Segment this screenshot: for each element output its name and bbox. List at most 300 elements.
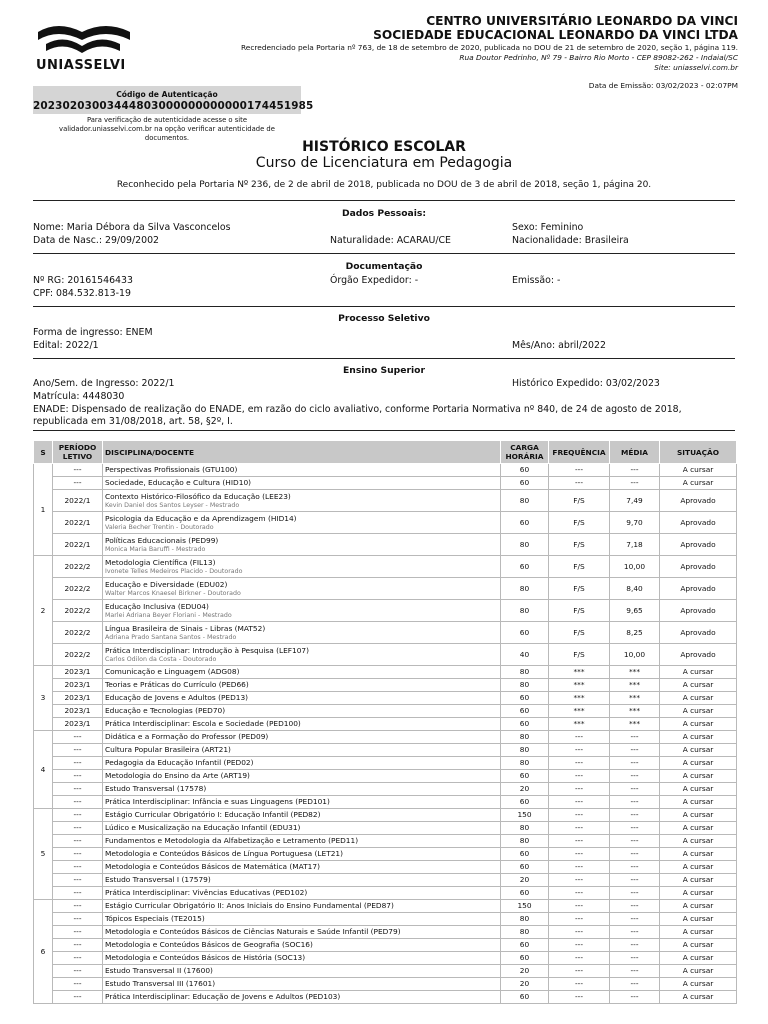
section-title-selection: Processo Seletivo	[338, 313, 430, 324]
frequency-cell: ---	[549, 796, 610, 809]
institution-header	[198, 14, 738, 73]
discipline-cell	[103, 600, 501, 622]
period-cell: 2022/2	[53, 556, 103, 578]
hours-cell: 150	[501, 900, 549, 913]
rg-emission: Emissão: -	[512, 275, 561, 286]
section-title-personal: Dados Pessoais:	[341, 208, 427, 219]
discipline-name: Cultura Popular Brasileira (ART21)	[105, 745, 231, 754]
hours-cell: 60	[501, 622, 549, 644]
grade-cell: 8,25	[610, 622, 660, 644]
period-cell: 2022/1	[53, 512, 103, 534]
period-cell: 2023/1	[53, 705, 103, 718]
discipline-name: Psicologia da Educação e da Aprendizagem (HID14)	[105, 513, 297, 523]
period-cell: ---	[53, 822, 103, 835]
grade-cell: ---	[610, 991, 660, 1004]
table-row	[34, 913, 737, 926]
status-cell: A cursar	[660, 913, 737, 926]
frequency-cell: ---	[549, 744, 610, 757]
period-cell: 2023/1	[53, 718, 103, 731]
discipline-cell	[103, 939, 501, 952]
discipline-cell	[103, 757, 501, 770]
grade-cell: ---	[610, 757, 660, 770]
grade-cell: ---	[610, 464, 660, 477]
frequency-cell: F/S	[549, 600, 610, 622]
discipline-cell	[103, 861, 501, 874]
grade-cell: ***	[610, 666, 660, 679]
frequency-cell: ---	[549, 770, 610, 783]
recognition-text: Reconhecido pela Portaria Nº 236, de 2 de abril de 2018, publicada no DOU de 3 de abril de 2018, seção 1, página 20.	[116, 180, 652, 190]
status-cell: A cursar	[660, 464, 737, 477]
discipline-cell	[103, 926, 501, 939]
course-name: Curso de Licenciatura em Pedagogia	[255, 155, 513, 171]
discipline-cell	[103, 796, 501, 809]
discipline-cell	[103, 770, 501, 783]
status-cell: A cursar	[660, 666, 737, 679]
period-cell: ---	[53, 835, 103, 848]
status-cell: Aprovado	[660, 600, 737, 622]
site-text: Site: uniasselvi.com.br	[654, 63, 738, 72]
col-header-grade: MÉDIA	[610, 441, 660, 464]
auth-code-box	[33, 86, 314, 114]
frequency-cell: F/S	[549, 512, 610, 534]
hours-cell: 80	[501, 534, 549, 556]
hours-cell: 80	[501, 679, 549, 692]
table-row	[34, 718, 737, 731]
period-cell: ---	[53, 926, 103, 939]
discipline-cell	[103, 666, 501, 679]
table-row	[34, 705, 737, 718]
status-cell: A cursar	[660, 796, 737, 809]
table-row	[34, 464, 737, 477]
period-cell: ---	[53, 978, 103, 991]
status-cell: Aprovado	[660, 622, 737, 644]
period-cell: ---	[53, 809, 103, 822]
discipline-name: Políticas Educacionais (PED99)	[105, 535, 219, 545]
hours-cell: 80	[501, 666, 549, 679]
rg-number: Nº RG: 20161546433	[33, 275, 133, 286]
discipline-cell	[103, 556, 501, 578]
table-row	[34, 809, 737, 822]
hours-cell: 80	[501, 744, 549, 757]
discipline-name: Educação e Diversidade (EDU02)	[105, 579, 228, 589]
grade-cell: ***	[610, 705, 660, 718]
discipline-name: Estudo Transversal II (17600)	[105, 966, 213, 975]
status-cell: A cursar	[660, 477, 737, 490]
table-row	[34, 835, 737, 848]
discipline-cell	[103, 477, 501, 490]
col-header-frequency: FREQUÊNCIA	[549, 441, 610, 464]
frequency-cell: ---	[549, 874, 610, 887]
divider	[33, 253, 735, 254]
edital: Edital: 2022/1	[33, 340, 99, 351]
table-row	[34, 939, 737, 952]
status-cell: A cursar	[660, 887, 737, 900]
discipline-name: Metodologia e Conteúdos Básicos de História (SOC13)	[105, 953, 306, 962]
discipline-name: Educação de Jovens e Adultos (PED13)	[105, 693, 249, 702]
col-header-hours: CARGA HORÁRIA	[501, 441, 549, 464]
discipline-name: Contexto Histórico-Filosófico da Educação (LEE23)	[105, 491, 291, 501]
table-row	[34, 991, 737, 1004]
grade-cell: ---	[610, 744, 660, 757]
hours-cell: 80	[501, 757, 549, 770]
table-row	[34, 644, 737, 666]
discipline-cell	[103, 848, 501, 861]
col-header-status: SITUAÇÃO	[660, 441, 737, 464]
hours-cell: 60	[501, 477, 549, 490]
status-cell: A cursar	[660, 770, 737, 783]
discipline-cell	[103, 887, 501, 900]
period-cell: ---	[53, 464, 103, 477]
hours-cell: 60	[501, 939, 549, 952]
section-title-documents: Documentação	[345, 261, 423, 272]
period-cell: 2023/1	[53, 692, 103, 705]
hours-cell: 80	[501, 913, 549, 926]
grade-cell: ---	[610, 477, 660, 490]
status-cell: A cursar	[660, 679, 737, 692]
discipline-cell	[103, 822, 501, 835]
period-cell: 2022/2	[53, 600, 103, 622]
nationality: Nacionalidade: Brasileira	[512, 235, 629, 246]
status-cell: A cursar	[660, 900, 737, 913]
hours-cell: 80	[501, 926, 549, 939]
grade-cell: ---	[610, 809, 660, 822]
hours-cell: 80	[501, 835, 549, 848]
grade-cell: 7,49	[610, 490, 660, 512]
discipline-cell	[103, 913, 501, 926]
period-cell: ---	[53, 848, 103, 861]
table-row	[34, 887, 737, 900]
period-cell: ---	[53, 952, 103, 965]
grade-cell: ---	[610, 874, 660, 887]
discipline-name: Fundamentos e Metodologia da Alfabetização e Letramento (PED11)	[105, 836, 359, 845]
discipline-cell	[103, 900, 501, 913]
grade-cell: 8,40	[610, 578, 660, 600]
frequency-cell: ---	[549, 965, 610, 978]
frequency-cell: ---	[549, 822, 610, 835]
hours-cell: 60	[501, 991, 549, 1004]
period-cell: ---	[53, 991, 103, 1004]
frequency-cell: ---	[549, 887, 610, 900]
grades-table	[33, 440, 737, 1004]
hours-cell: 60	[501, 861, 549, 874]
period-cell: 2022/1	[53, 534, 103, 556]
enrollment-number: Matrícula: 4448030	[33, 391, 125, 402]
discipline-name: Estudo Transversal (17578)	[105, 784, 207, 793]
grade-cell: 9,65	[610, 600, 660, 622]
discipline-cell	[103, 835, 501, 848]
period-cell: ---	[53, 874, 103, 887]
table-row	[34, 534, 737, 556]
frequency-cell: ---	[549, 757, 610, 770]
col-header-semester: S	[34, 441, 53, 464]
discipline-name: Metodologia e Conteúdos Básicos de Matemática (MAT17)	[105, 862, 320, 871]
divider	[33, 200, 735, 201]
status-cell: A cursar	[660, 952, 737, 965]
hours-cell: 60	[501, 848, 549, 861]
birth-date: Data de Nasc.: 29/09/2002	[33, 235, 160, 246]
grades-body	[34, 464, 737, 1004]
period-cell: 2023/1	[53, 679, 103, 692]
table-row	[34, 770, 737, 783]
hours-cell: 20	[501, 783, 549, 796]
status-cell: A cursar	[660, 757, 737, 770]
hours-cell: 60	[501, 705, 549, 718]
status-cell: A cursar	[660, 848, 737, 861]
discipline-cell	[103, 952, 501, 965]
discipline-name: Metodologia Científica (FIL13)	[105, 557, 216, 567]
teacher-name: Ivonete Telles Medeiros Placido - Doutorado	[105, 567, 243, 575]
discipline-cell	[103, 679, 501, 692]
frequency-cell: ---	[549, 477, 610, 490]
entry-form: Forma de ingresso: ENEM	[33, 327, 153, 338]
grade-cell: ---	[610, 783, 660, 796]
hours-cell: 80	[501, 731, 549, 744]
frequency-cell: ---	[549, 783, 610, 796]
discipline-cell	[103, 965, 501, 978]
table-row	[34, 926, 737, 939]
discipline-name: Prática Interdisciplinar: Educação de Jovens e Adultos (PED103)	[105, 992, 341, 1001]
discipline-cell	[103, 744, 501, 757]
divider	[33, 358, 735, 359]
frequency-cell: ---	[549, 848, 610, 861]
status-cell: A cursar	[660, 783, 737, 796]
semester-number: 4	[34, 731, 53, 809]
grade-cell: ***	[610, 692, 660, 705]
discipline-name: Lúdico e Musicalização na Educação Infantil (EDU31)	[105, 823, 301, 832]
grade-cell: ---	[610, 913, 660, 926]
hours-cell: 20	[501, 965, 549, 978]
period-cell: 2022/2	[53, 644, 103, 666]
frequency-cell: ---	[549, 809, 610, 822]
period-cell: ---	[53, 744, 103, 757]
teacher-name: Adriana Prado Santana Santos - Mestrado	[105, 633, 237, 641]
period-cell: 2023/1	[53, 666, 103, 679]
period-cell: ---	[53, 861, 103, 874]
frequency-cell: ---	[549, 991, 610, 1004]
grade-cell: ---	[610, 731, 660, 744]
frequency-cell: F/S	[549, 578, 610, 600]
discipline-cell	[103, 622, 501, 644]
table-row	[34, 578, 737, 600]
table-row	[34, 490, 737, 512]
discipline-cell	[103, 731, 501, 744]
discipline-name: Educação e Tecnologias (PED70)	[105, 706, 226, 715]
hours-cell: 150	[501, 809, 549, 822]
period-cell: 2022/1	[53, 490, 103, 512]
discipline-name: Prática Interdisciplinar: Vivências Educativas (PED102)	[105, 888, 308, 897]
status-cell: Aprovado	[660, 512, 737, 534]
semester-number: 6	[34, 900, 53, 1004]
table-row	[34, 965, 737, 978]
frequency-cell: F/S	[549, 534, 610, 556]
hours-cell: 80	[501, 490, 549, 512]
discipline-cell	[103, 578, 501, 600]
status-cell: Aprovado	[660, 490, 737, 512]
discipline-name: Estágio Curricular Obrigatório II: Anos Iniciais do Ensino Fundamental (PED87)	[105, 901, 394, 910]
entry-month-year: Mês/Ano: abril/2022	[512, 340, 606, 351]
table-row	[34, 861, 737, 874]
divider	[33, 306, 735, 307]
teacher-name: Kevin Daniel dos Santos Leyser - Mestrado	[105, 501, 240, 509]
hours-cell: 60	[501, 512, 549, 534]
table-row	[34, 822, 737, 835]
accreditation-text: Recredenciado pela Portaria nº 763, de 18 de setembro de 2020, publicada no DOU de 21 de setembro de 2020, seção 1, página 119.	[240, 43, 738, 52]
frequency-cell: F/S	[549, 622, 610, 644]
table-row	[34, 848, 737, 861]
table-row	[34, 600, 737, 622]
institution-name: CENTRO UNIVERSITÁRIO LEONARDO DA VINCI	[426, 14, 738, 28]
table-row	[34, 692, 737, 705]
semester-number: 2	[34, 556, 53, 666]
frequency-cell: ---	[549, 900, 610, 913]
period-cell: ---	[53, 477, 103, 490]
table-row	[34, 783, 737, 796]
hours-cell: 60	[501, 692, 549, 705]
status-cell: A cursar	[660, 692, 737, 705]
auth-code: 20230203003444803000000000000174451985	[33, 100, 314, 112]
hours-cell: 20	[501, 874, 549, 887]
grade-cell: ---	[610, 887, 660, 900]
discipline-name: Metodologia do Ensino da Arte (ART19)	[105, 771, 250, 780]
auth-code-label: Código de Autenticação	[116, 90, 218, 99]
status-cell: A cursar	[660, 978, 737, 991]
document-title: HISTÓRICO ESCOLAR	[302, 139, 466, 155]
discipline-name: Metodologia e Conteúdos Básicos de Língua Portuguesa (LET21)	[105, 849, 344, 858]
table-row	[34, 978, 737, 991]
status-cell: Aprovado	[660, 556, 737, 578]
period-cell: ---	[53, 731, 103, 744]
frequency-cell: ---	[549, 939, 610, 952]
period-cell: ---	[53, 757, 103, 770]
discipline-name: Tópicos Especiais (TE2015)	[105, 914, 205, 923]
table-row	[34, 874, 737, 887]
section-title-higher-ed: Ensino Superior	[343, 365, 425, 376]
status-cell: A cursar	[660, 926, 737, 939]
grade-cell: ---	[610, 926, 660, 939]
discipline-name: Comunicação e Linguagem (ADG08)	[105, 667, 240, 676]
discipline-name: Prática Interdisciplinar: Introdução à Pesquisa (LEF107)	[105, 645, 310, 655]
logo-text: UNIASSELVI	[36, 58, 126, 73]
status-cell: A cursar	[660, 718, 737, 731]
discipline-name: Estudo Transversal III (17601)	[105, 979, 216, 988]
discipline-name: Estágio Curricular Obrigatório I: Educação Infantil (PED82)	[105, 810, 321, 819]
period-cell: ---	[53, 796, 103, 809]
discipline-name: Metodologia e Conteúdos Básicos de Ciências Naturais e Saúde Infantil (PED79)	[105, 927, 401, 936]
status-cell: Aprovado	[660, 534, 737, 556]
frequency-cell: ---	[549, 835, 610, 848]
status-cell: Aprovado	[660, 644, 737, 666]
student-sex: Sexo: Feminino	[512, 222, 584, 233]
frequency-cell: ---	[549, 978, 610, 991]
cpf-number: CPF: 084.532.813-19	[33, 288, 131, 299]
status-cell: A cursar	[660, 705, 737, 718]
hours-cell: 60	[501, 718, 549, 731]
grade-cell: ---	[610, 965, 660, 978]
table-row	[34, 744, 737, 757]
discipline-name: Pedagogia da Educação Infantil (PED02)	[105, 758, 254, 767]
table-row	[34, 796, 737, 809]
discipline-name: Metodologia e Conteúdos Básicos de Geografia (SOC16)	[105, 940, 313, 949]
semester-number: 5	[34, 809, 53, 900]
divider	[33, 430, 735, 431]
discipline-name: Didática e a Formação do Professor (PED09)	[105, 732, 269, 741]
frequency-cell: ---	[549, 952, 610, 965]
hours-cell: 60	[501, 770, 549, 783]
status-cell: A cursar	[660, 991, 737, 1004]
discipline-name: Sociedade, Educação e Cultura (HID10)	[105, 478, 252, 487]
naturality: Naturalidade: ACARAU/CE	[330, 235, 451, 246]
frequency-cell: ***	[549, 705, 610, 718]
col-header-discipline: DISCIPLINA/DOCENTE	[103, 441, 501, 464]
grade-cell: ---	[610, 952, 660, 965]
period-cell: ---	[53, 900, 103, 913]
discipline-cell	[103, 874, 501, 887]
status-cell: A cursar	[660, 939, 737, 952]
address-text: Rua Doutor Pedrinho, Nº 79 - Bairro Rio Morto - CEP 89082-262 - Indaial/SC	[459, 53, 738, 62]
entry-semester: Ano/Sem. de Ingresso: 2022/1	[33, 378, 175, 389]
period-cell: 2022/2	[53, 622, 103, 644]
rg-issuer: Órgão Expedidor: -	[330, 275, 419, 286]
table-row	[34, 556, 737, 578]
table-row	[34, 952, 737, 965]
grade-cell: ---	[610, 861, 660, 874]
discipline-cell	[103, 978, 501, 991]
discipline-cell	[103, 692, 501, 705]
table-row	[34, 679, 737, 692]
hours-cell: 20	[501, 978, 549, 991]
status-cell: A cursar	[660, 874, 737, 887]
table-row	[34, 757, 737, 770]
discipline-cell	[103, 718, 501, 731]
discipline-name: Prática Interdisciplinar: Infância e suas Linguagens (PED101)	[105, 797, 330, 806]
grade-cell: ***	[610, 679, 660, 692]
semester-number: 3	[34, 666, 53, 731]
table-row	[34, 622, 737, 644]
discipline-name: Perspectivas Profissionais (GTU100)	[105, 465, 238, 474]
period-cell: ---	[53, 770, 103, 783]
grade-cell: ***	[610, 718, 660, 731]
grade-cell: ---	[610, 822, 660, 835]
grade-cell: ---	[610, 770, 660, 783]
hours-cell: 60	[501, 556, 549, 578]
grade-cell: ---	[610, 848, 660, 861]
semester-number: 1	[34, 464, 53, 556]
frequency-cell: F/S	[549, 490, 610, 512]
enade-note: ENADE: Dispensado de realização do ENADE, em razão do ciclo avaliativo, conforme Portaria Normativa nº 840, de 24 de agosto de 2018, republicada em 31/08/2018, art. 58, §2º, I.	[33, 404, 682, 427]
table-row	[34, 477, 737, 490]
hours-cell: 80	[501, 822, 549, 835]
teacher-name: Marlei Adriana Beyer Floriani - Mestrado	[105, 611, 232, 619]
auth-note: Para verificação de autenticidade acesse o site validador.uniasselvi.com.br na opção verificar autenticidade de documentos.	[59, 116, 275, 142]
teacher-name: Valeria Becher Trentin - Doutorado	[105, 523, 214, 531]
frequency-cell: ***	[549, 679, 610, 692]
table-row	[34, 512, 737, 534]
discipline-cell	[103, 490, 501, 512]
period-cell: ---	[53, 939, 103, 952]
grade-cell: ---	[610, 835, 660, 848]
discipline-cell	[103, 512, 501, 534]
discipline-name: Estudo Transversal I (17579)	[105, 875, 211, 884]
grade-cell: 7,18	[610, 534, 660, 556]
company-name: SOCIEDADE EDUCACIONAL LEONARDO DA VINCI LTDA	[373, 28, 738, 42]
hours-cell: 60	[501, 796, 549, 809]
status-cell: Aprovado	[660, 578, 737, 600]
status-cell: A cursar	[660, 744, 737, 757]
discipline-cell	[103, 809, 501, 822]
discipline-cell	[103, 644, 501, 666]
teacher-name: Carlos Odilon da Costa - Doutorado	[105, 655, 217, 663]
discipline-cell	[103, 534, 501, 556]
